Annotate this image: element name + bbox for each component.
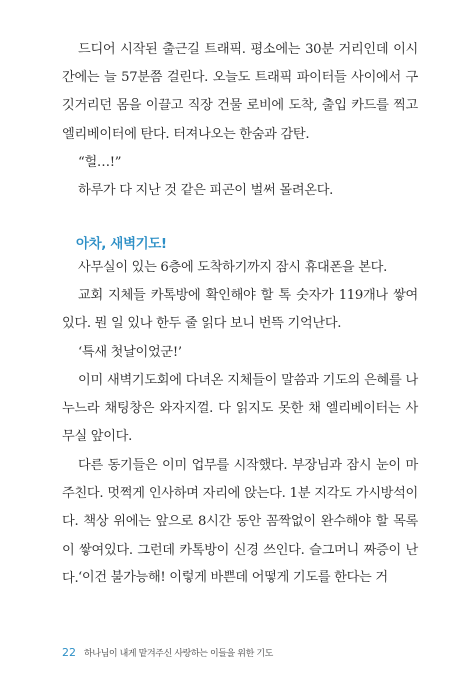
running-title: 하나님이 내게 맡겨주신 사랑하는 이들을 위한 기도: [84, 649, 273, 659]
page-number: 22: [62, 646, 76, 659]
paragraph-complaint: ‘이건 불가능해! 이렇게 바쁜데 어떻게 기도를 한다는 거: [78, 570, 388, 585]
paragraph-realization: ‘특새 첫날이었군!’: [78, 345, 182, 360]
section-heading: 아차, 새벽기도!: [76, 236, 167, 252]
page-footer: [62, 646, 273, 659]
paragraph-kakao: 교회 지체들 카톡방에 확인해야 할 톡 숫자가 119개나 쌓여있다. 뭔 일 있나 한두 줄 읽다 보니 번뜩 기억난다.: [62, 288, 418, 332]
paragraph-office: 다른 동기들은 이미 업무를 시작했다. 부장님과 잠시 눈이 마주친다. 멋쩍게 인사하며 자리에 앉는다. 1분 지각도 가시방석이다. 책상 위에는 앞으로 8시간 동안 꼼짝없이 완수해야 할 목록이 쌓여있다. 그런데 카톡방이 신경 쓰인다. 슬그머니 짜증이 난다.: [62, 458, 418, 586]
paragraph-chat: 이미 새벽기도회에 다녀온 지체들이 말씀과 기도의 은혜를 나누느라 채팅창은 와자지껄. 다 읽지도 못한 채 엘리베이터는 사무실 앞이다.: [62, 373, 418, 445]
paragraph-phone: 사무실이 있는 6층에 도착하기까지 잠시 휴대폰을 본다.: [78, 260, 387, 275]
paragraph-exclamation: “헐…!”: [78, 155, 122, 170]
paragraph-tiredness: 하루가 다 지난 것 같은 피곤이 벌써 몰려온다.: [78, 183, 334, 198]
paragraph-commute: 드디어 시작된 출근길 트래픽. 평소에는 30분 거리인데 이시간에는 늘 57분쯤 걸린다. 오늘도 트래픽 파이터들 사이에서 구깃거리던 몸을 이끌고 직장 건물 로비에 도착, 출입 카드를 찍고 엘리베이터에 탄다. 터져나오는 한숨과 감탄.: [62, 42, 418, 142]
